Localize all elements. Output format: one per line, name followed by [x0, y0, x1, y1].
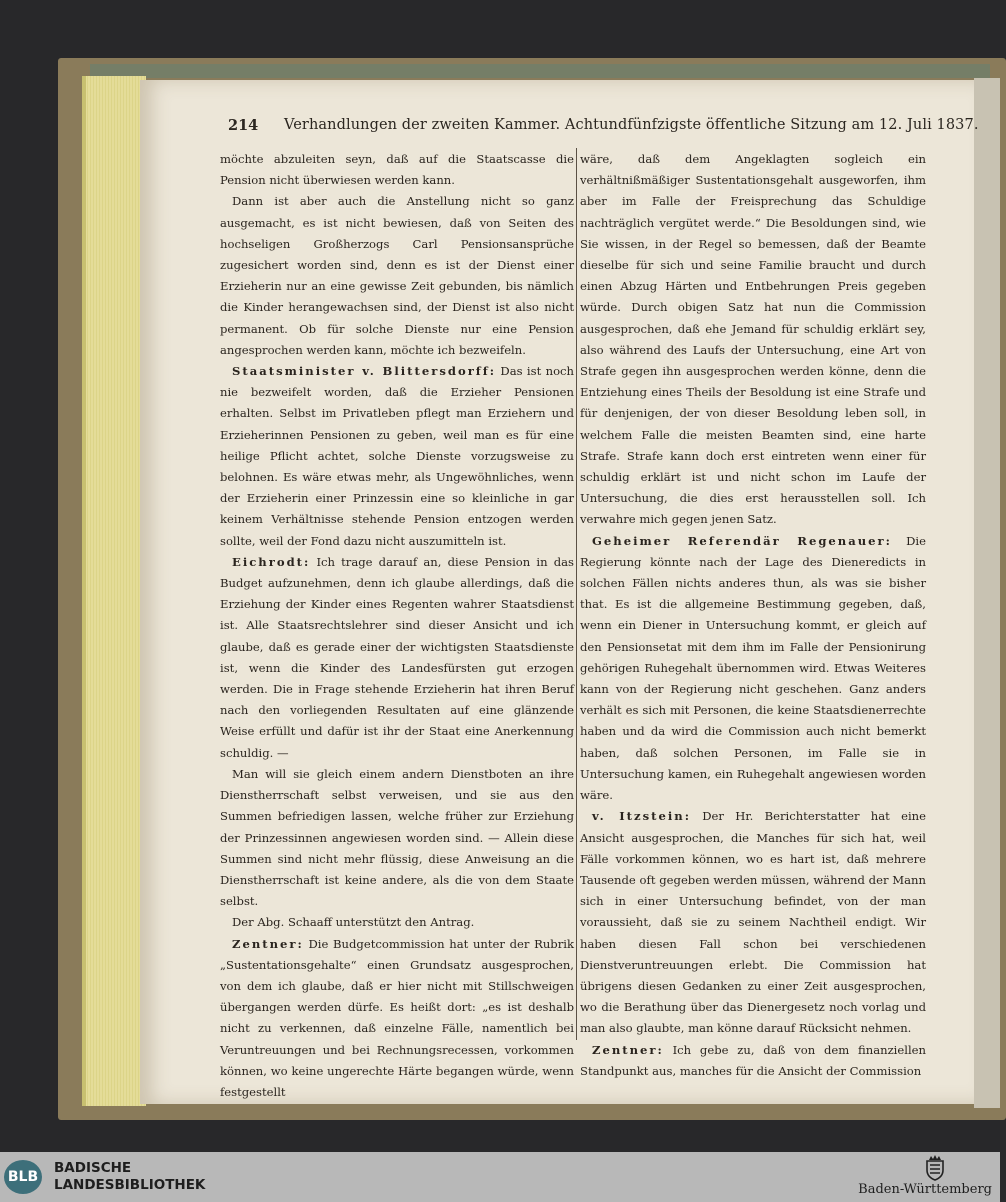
paragraph: [220, 934, 574, 1104]
partner-name: Baden-Württemberg: [858, 1182, 992, 1197]
paragraph: [220, 149, 574, 191]
speaker-name: Zentner:: [592, 1042, 664, 1057]
left-text-column: [220, 149, 575, 1099]
paragraph: [580, 806, 926, 1039]
paragraph: [220, 361, 574, 552]
paragraph-text: Der Abg. Schaaff unterstützt den Antrag.: [232, 915, 475, 930]
paragraph: [220, 912, 574, 933]
library-name[interactable]: [54, 1160, 205, 1194]
right-text-column: [580, 149, 926, 1078]
coat-of-arms-icon: [924, 1155, 946, 1181]
page-number: 214: [228, 117, 259, 134]
cover-top-strip: [90, 64, 990, 78]
speaker-name: Eichrodt:: [232, 554, 311, 569]
running-header: [228, 117, 979, 141]
paragraph-text: möchte abzuleiten seyn, daß auf die Staatscasse die Pension nicht überwiesen werden kann.: [220, 152, 574, 188]
paragraph-text: Man will sie gleich einem andern Dienstboten an ihre Dienstherrschaft selbst verweisen, und sie aus den Summen befriedigen lassen, welche früher zur Erziehung der Prinzessinnen angewiesen worden sind. — Allein diese Summen sind nicht mehr flüssig, diese Anweisung an die Dienstherrschaft ist keine andere, als die von dem Staate selbst.: [220, 766, 574, 909]
paragraph-text: wäre, daß dem Angeklagten sogleich ein verhältnißmäßiger Sustentationsgehalt ausgeworfen, ihm aber im Falle der Freisprechung das Schuldige nachträglich vergütet werde.“ Die Besoldungen sind, wie Sie wissen, in der Regel so bemessen, daß der Beamte dieselbe für sich und seine Familie braucht und durch einen Abzug Härten und Entbehrungen Preis gegeben würde. Durch obigen Satz hat nun die Commission ausgesprochen, daß ehe Jemand für schuldig erklärt sey, also während des Laufs der Untersuchung, eine Art von Strafe gegen ihn ausgesprochen werden könne, denn die Entziehung eines Theils der Besoldung ist eine Strafe und für denjenigen, der von dieser Besoldung leben soll, in welchem Falle die meisten Beamten sind, eine harte Strafe. Strafe kann doch erst eintreten wenn einer für schuldig erklärt ist und nicht schon im Laufe der Untersuchung, die dies erst herausstellen soll. Ich verwahre mich gegen jenen Satz.: [580, 152, 926, 527]
paragraph-text: Ich trage darauf an, diese Pension in das Budget aufzunehmen, denn ich glaube allerdings, daß die Erziehung der Kinder eines Regenten wahrer Staatsdienst ist. Alle Staatsrechtslehrer sind dieser Ansicht und ich glaube, daß es gerade einer der wichtigsten Staatsdienste ist, wenn die Kinder des Landesfürsten gut erzogen werden. Die in Frage stehende Erzieherin hat ihren Beruf nach den vorliegenden Resultaten auf eine glänzende Weise erfüllt und dafür ist ihr der Staat eine Anerkennung schuldig. —: [220, 554, 574, 760]
page-edges: [82, 76, 146, 1106]
speaker-name: Zentner:: [232, 936, 304, 951]
paragraph-text: Der Hr. Berichterstatter hat eine Ansicht ausgesprochen, die Manches für sich hat, weil Fälle vorkommen können, wo es hart ist, daß mehrere Tausende oft gegeben werden müssen, während der Mann sich in einer Untersuchung befindet, von der man voraussieht, daß sie zu seinem Nachtheil endigt. Wir haben diesen Fall schon bei verschiedenen Dienstveruntreuungen erlebt. Die Commission hat übrigens diesen Gedanken zu einer Zeit ausgesprochen, wo die Berathung über das Dienergesetz noch vorlag und man also glaubte, man könne darauf Rücksicht nehmen.: [580, 809, 926, 1036]
speaker-name: Geheimer Referendär Regenauer:: [592, 533, 892, 548]
library-name-line1: BADISCHE: [54, 1160, 132, 1176]
blb-logo[interactable]: BLB: [4, 1160, 42, 1194]
paragraph-text: Die Regierung könnte nach der Lage des Dieneredicts in solchen Fällen nichts anderes thun, als was sie bisher that. Es ist die allgemeine Bestimmung gegeben, daß, wenn ein Diener in Untersuchung kommt, er gleich auf den Pensionsetat mit dem ihm im Falle der Pensionirung gehörigen Ruhegehalt übernommen wird. Etwas Weiteres kann von der Regierung nicht geschehen. Ganz anders verhält es sich mit Personen, die keine Staatsdienerrechte haben und da wird die Commission auch nicht bemerkt haben, daß solchen Personen, im Falle sie in Untersuchung kamen, ein Ruhegehalt angewiesen worden wäre.: [580, 533, 926, 803]
paragraph: [580, 1040, 926, 1082]
paragraph-text: Ich gebe zu, daß von dem finanziellen Standpunkt aus, manches für die Ansicht der Commission: [580, 1042, 926, 1078]
library-name-line2: LANDESBIBLIOTHEK: [54, 1177, 206, 1193]
paragraph: [220, 191, 574, 361]
paragraph-text: Dann ist aber auch die Anstellung nicht so ganz ausgemacht, es ist nicht bewiesen, daß von Seiten des hochseligen Großherzogs Carl Pensionsansprüche zugesichert worden sind, denn es ist der Dienst einer Erzieherin nur an eine gewisse Zeit gebunden, bis nämlich die Kinder herangewachsen sind, der Dienst ist also nicht permanent. Ob für solche Dienste nur eine Pension angesprochen werden kann, möchte ich bezweifeln.: [220, 194, 574, 357]
paragraph-text: Die Budgetcommission hat unter der Rubrik „Sustentationsgehalte“ einen Grundsatz ausgesprochen, von dem ich glaube, daß er hier nicht mit Stillschweigen übergangen werden dürfe. Es heißt dort: „es ist deshalb nicht zu verkennen, daß einzelne Fälle, namentlich bei Veruntreuungen und bei Rechnungsrecessen, vorkommen können, wo keine ungerechte Härte begangen würde, wenn festgestellt: [220, 936, 574, 1099]
header-title: Verhandlungen der zweiten Kammer. Achtundfünfzigste öffentliche Sitzung am 12. Juli 1837.: [284, 117, 979, 133]
column-divider: [576, 148, 577, 1040]
speaker-name: Staatsminister v. Blittersdorff:: [232, 364, 497, 379]
paragraph: [580, 531, 926, 807]
speaker-name: v. Itzstein:: [592, 809, 691, 824]
paragraph: [220, 764, 574, 912]
facing-page-edge: [974, 78, 1000, 1108]
viewer-footer: [0, 1152, 1000, 1202]
paragraph: [580, 149, 926, 531]
paragraph: [220, 552, 574, 764]
paragraph-text: Das ist noch nie bezweifelt worden, daß die Erzieher Pensionen erhalten. Selbst im Privatleben pflegt man Erziehern und Erzieherinnen Pensionen zu geben, weil man es für eine heilige Pflicht achtet, solche Dienste vorzugsweise zu belohnen. Es wäre etwas mehr, als Ungewöhnliches, wenn der Erzieherin einer Prinzessin eine so kleinliche in gar keinem Verhältnisse stehende Pension entzogen werden sollte, weil der Fond dazu nicht auszumitteln ist.: [220, 364, 575, 548]
